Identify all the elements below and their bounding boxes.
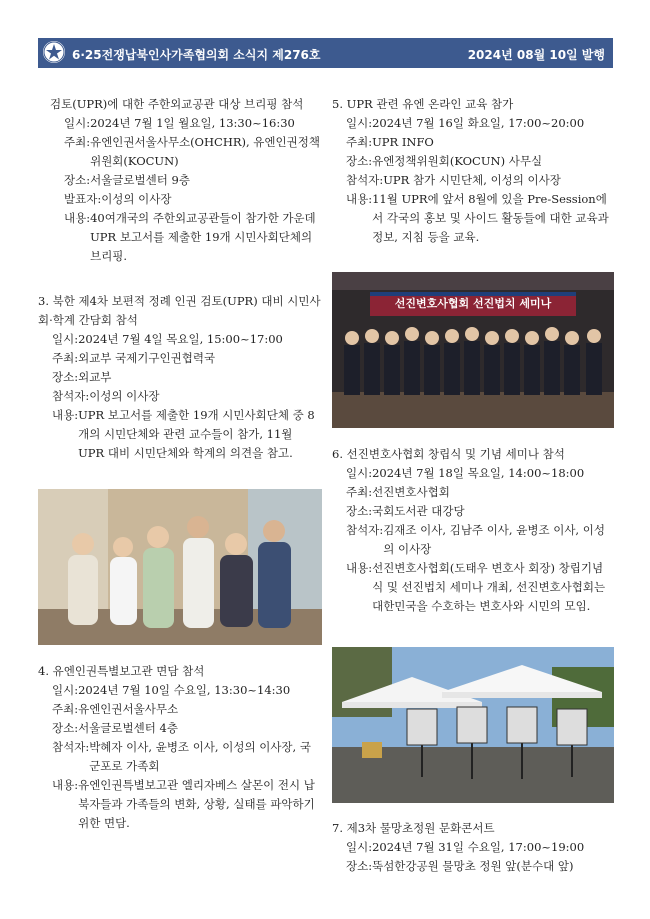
detail-label: 내용:: [64, 211, 91, 225]
detail-label: 참석자:: [346, 523, 384, 537]
detail-value: 이성의 이사장: [101, 192, 172, 206]
detail-value: 선진변호사협회: [372, 485, 450, 499]
detail-label: 주최:: [64, 135, 91, 149]
detail-value: 40여개국의 주한외교공관들이 참가한 가운데 UPR 보고서를 제출한 19개 시민사회단체의 브리핑.: [90, 211, 316, 263]
item4-title: 4. 유엔인권특별보고관 면담 참석: [38, 664, 205, 678]
detail-row: [346, 838, 614, 857]
detail-row: [52, 349, 322, 368]
detail-value: UPR 보고서를 제출한 19개 시민사회단체 중 8개의 시민단체와 관련 교수들이 참가, 11월 UPR 대비 시민단체와 학계의 의견을 참고.: [78, 408, 315, 460]
detail-row: [52, 406, 322, 463]
detail-label: 장소:: [52, 370, 79, 384]
detail-label: 내용:: [52, 408, 79, 422]
detail-row: [346, 502, 614, 521]
detail-row: [346, 857, 614, 876]
detail-value: 김재조 이사, 김남주 이사, 윤병조 이사, 이성의 이사장: [383, 523, 605, 556]
detail-label: 일시:: [346, 116, 373, 130]
detail-value: 2024년 7월 10일 수요일, 13:30~14:30: [78, 683, 291, 697]
detail-value: 유엔인권서울사무소: [78, 702, 179, 716]
detail-row: [64, 209, 322, 266]
detail-value: 외교부 국제기구인권협력국: [78, 351, 216, 365]
detail-value: 2024년 7월 16일 화요일, 17:00~20:00: [372, 116, 585, 130]
detail-row: [64, 190, 322, 209]
detail-label: 일시:: [346, 840, 373, 854]
detail-value: 2024년 7월 31일 수요일, 17:00~19:00: [372, 840, 585, 854]
detail-label: 장소:: [346, 504, 373, 518]
item2-continuation: [50, 95, 322, 266]
detail-row: [346, 133, 614, 152]
detail-row: [64, 171, 322, 190]
detail-row: [52, 738, 322, 776]
detail-label: 주최:: [346, 135, 373, 149]
detail-label: 장소:: [346, 859, 373, 873]
detail-value: 서울글로벌센터 9층: [90, 173, 190, 187]
detail-value: 뚝섬한강공원 물망초 정원 앞(분수대 앞): [372, 859, 574, 873]
detail-row: [64, 133, 322, 171]
detail-row: [52, 719, 322, 738]
detail-label: 장소:: [64, 173, 91, 187]
detail-value: 외교부: [78, 370, 112, 384]
detail-value: 선진변호사협회(도태우 변호사 회장) 창립기념식 및 선진법치 세미나 개최, 선진변호사협회는 대한민국을 수호하는 변호사와 시민의 모임.: [372, 561, 606, 613]
detail-label: 일시:: [346, 466, 373, 480]
detail-value: 11월 UPR에 앞서 8월에 있을 Pre-Session에서 각국의 홍보 및 사이드 활동들에 대한 교육과 정보, 지침 등을 교육.: [372, 192, 609, 244]
newsletter-title: 6·25전쟁납북인사가족협의회 소식지 제276호: [72, 48, 321, 62]
detail-row: [52, 387, 322, 406]
detail-row: [52, 330, 322, 349]
detail-value: 이성의 이사장: [89, 389, 160, 403]
item7: [332, 819, 614, 876]
detail-label: 발표자:: [64, 192, 102, 206]
item6-title: 6. 선진변호사협회 창립식 및 기념 세미나 참석: [332, 447, 565, 461]
detail-label: 내용:: [346, 192, 373, 206]
photo-un-rapporteur-meeting: [38, 489, 322, 645]
item2-title-tail: 검토(UPR)에 대한 주한외교공관 대상 브리핑 참석: [50, 97, 304, 111]
detail-label: 내용:: [52, 778, 79, 792]
detail-row: [346, 483, 614, 502]
photo-lawyers-association-seminar: [332, 272, 614, 428]
detail-row: [346, 171, 614, 190]
newsletter-header: [38, 38, 613, 68]
detail-value: 유엔인권서울사무소(OHCHR), 유엔인권정책위원회(KOCUN): [90, 135, 320, 168]
detail-value: 2024년 7월 1일 월요일, 13:30~16:30: [90, 116, 295, 130]
detail-label: 일시:: [52, 332, 79, 346]
detail-value: 유엔정책위원회(KOCUN) 사무실: [372, 154, 543, 168]
detail-label: 참석자:: [346, 173, 384, 187]
detail-label: 참석자:: [52, 740, 90, 754]
detail-row: [52, 681, 322, 700]
photo-mulmangcho-garden: [332, 647, 614, 803]
item6: [332, 445, 614, 616]
detail-row: [52, 776, 322, 833]
detail-label: 내용:: [346, 561, 373, 575]
item4: [38, 662, 322, 833]
detail-row: [346, 521, 614, 559]
issue-date: 2024년 08월 10일 발행: [467, 48, 605, 62]
item5-title: 5. UPR 관련 유엔 온라인 교육 참가: [332, 97, 514, 111]
detail-label: 참석자:: [52, 389, 90, 403]
detail-value: UPR INFO: [372, 135, 434, 149]
detail-value: 유엔인권특별보고관 엘리자베스 살몬이 전시 납북자들과 가족들의 변화, 상황, 실태를 파악하기 위한 면담.: [78, 778, 315, 830]
item7-title: 7. 제3차 물망초정원 문화콘서트: [332, 821, 495, 835]
item3: [38, 292, 322, 463]
detail-value: 박혜자 이사, 윤병조 이사, 이성의 이사장, 국군포로 가족회: [89, 740, 311, 773]
detail-value: 국회도서관 대강당: [372, 504, 465, 518]
detail-value: 2024년 7월 4일 목요일, 15:00~17:00: [78, 332, 283, 346]
detail-row: [52, 368, 322, 387]
detail-label: 주최:: [52, 351, 79, 365]
detail-value: UPR 참가 시민단체, 이성의 이사장: [383, 173, 561, 187]
logo-icon: [43, 41, 65, 63]
item5: [332, 95, 614, 247]
detail-row: [346, 114, 614, 133]
detail-row: [346, 152, 614, 171]
detail-label: 일시:: [64, 116, 91, 130]
detail-label: 장소:: [346, 154, 373, 168]
detail-value: 서울글로벌센터 4층: [78, 721, 178, 735]
detail-row: [64, 114, 322, 133]
detail-label: 주최:: [346, 485, 373, 499]
detail-label: 장소:: [52, 721, 79, 735]
detail-row: [346, 190, 614, 247]
detail-row: [346, 559, 614, 616]
detail-row: [346, 464, 614, 483]
item3-title: 3. 북한 제4차 보편적 정례 인권 검토(UPR) 대비 시민사회·학계 간담회 참석: [38, 294, 321, 327]
seminar-banner-text: 선진변호사협회 선진법치 세미나: [394, 297, 552, 310]
detail-label: 일시:: [52, 683, 79, 697]
detail-label: 주최:: [52, 702, 79, 716]
detail-value: 2024년 7월 18일 목요일, 14:00~18:00: [372, 466, 585, 480]
detail-row: [52, 700, 322, 719]
